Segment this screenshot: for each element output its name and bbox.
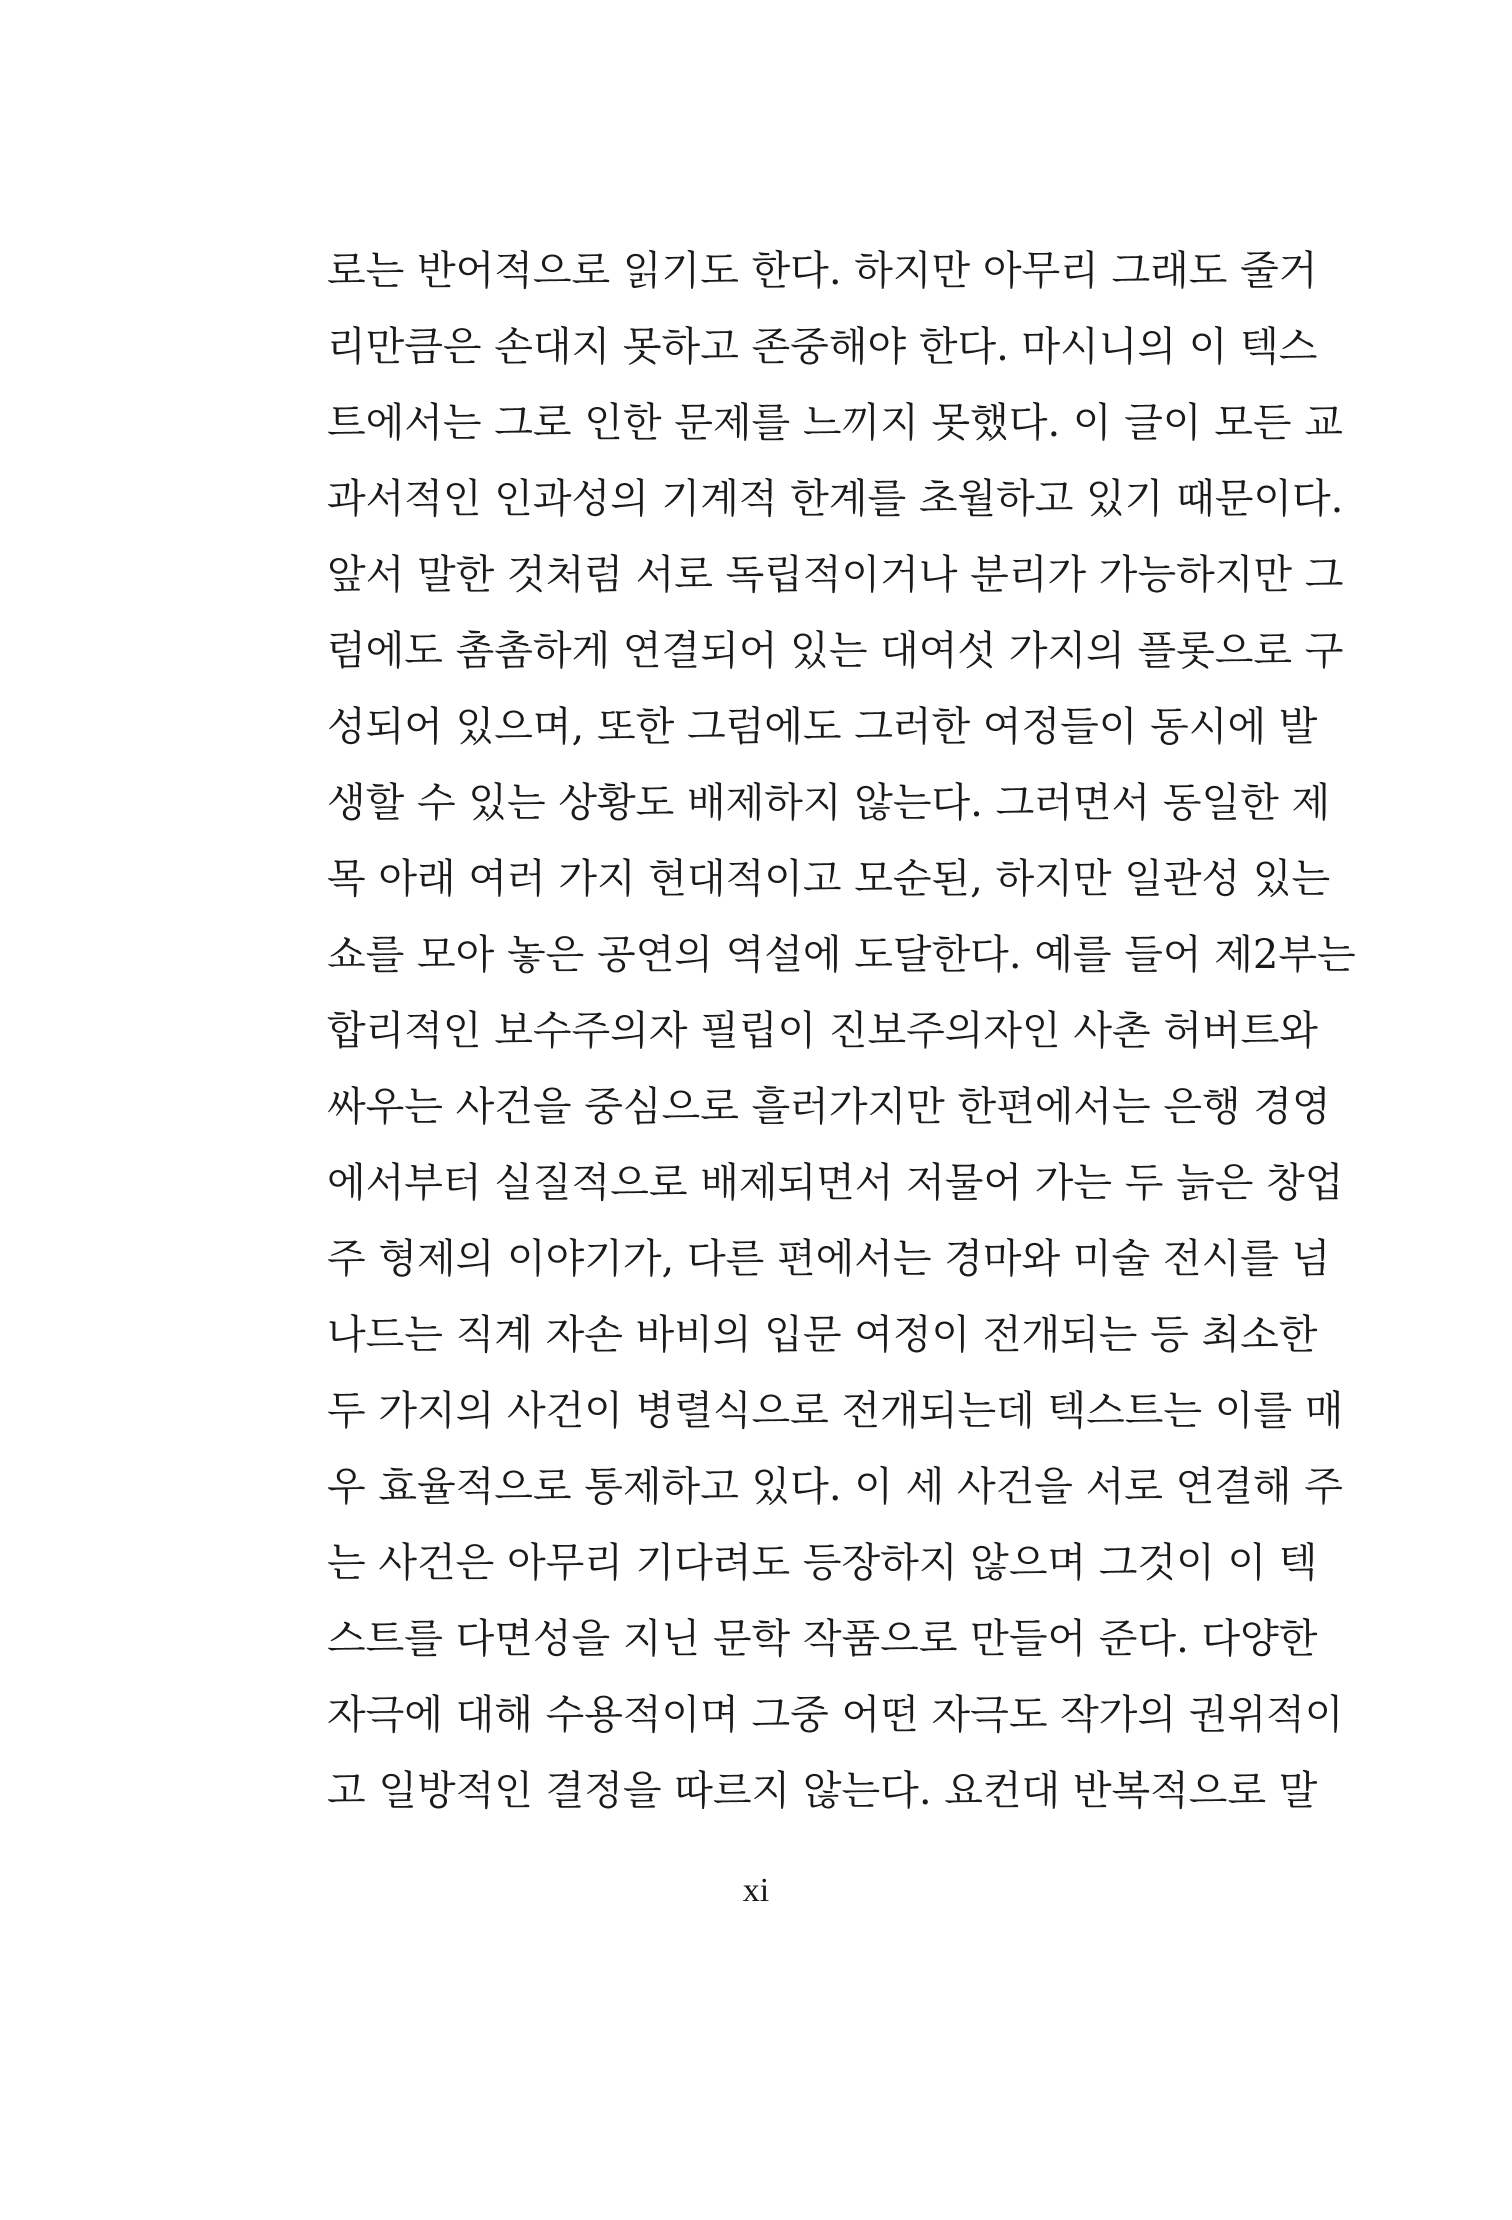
text-line: 성되어 있으며, 또한 그럼에도 그러한 여정들이 동시에 발 bbox=[327, 704, 1318, 750]
text-line: 럼에도 촘촘하게 연결되어 있는 대여섯 가지의 플롯으로 구 bbox=[327, 628, 1344, 674]
text-line: 과서적인 인과성의 기계적 한계를 초월하고 있기 때문이다. bbox=[327, 476, 1344, 522]
text-line: 생할 수 있는 상황도 배제하지 않는다. 그러면서 동일한 제 bbox=[327, 780, 1331, 826]
text-line: 트에서는 그로 인한 문제를 느끼지 못했다. 이 글이 모든 교 bbox=[327, 400, 1343, 446]
text-line: 목 아래 여러 가지 현대적이고 모순된, 하지만 일관성 있는 bbox=[327, 856, 1331, 902]
text-line: 에서부터 실질적으로 배제되면서 저물어 가는 두 늙은 창업 bbox=[327, 1160, 1344, 1206]
text-line: 는 사건은 아무리 기다려도 등장하지 않으며 그것이 이 텍 bbox=[327, 1540, 1318, 1586]
text-line: 로는 반어적으로 읽기도 한다. 하지만 아무리 그래도 줄거 bbox=[327, 248, 1318, 294]
text-line: 리만큼은 손대지 못하고 존중해야 한다. 마시니의 이 텍스 bbox=[327, 324, 1318, 370]
text-line: 우 효율적으로 통제하고 있다. 이 세 사건을 서로 연결해 주 bbox=[327, 1464, 1343, 1510]
text-line: 앞서 말한 것처럼 서로 독립적이거나 분리가 가능하지만 그 bbox=[327, 552, 1344, 598]
body-text bbox=[327, 233, 1356, 1829]
text-line: 고 일방적인 결정을 따르지 않는다. 요컨대 반복적으로 말 bbox=[327, 1768, 1318, 1814]
text-line: 두 가지의 사건이 병렬식으로 전개되는데 텍스트는 이를 매 bbox=[327, 1388, 1344, 1434]
text-line: 쇼를 모아 놓은 공연의 역설에 도달한다. 예를 들어 제2부는 bbox=[327, 932, 1356, 978]
page-number: xi bbox=[742, 1872, 770, 1909]
text-line: 합리적인 보수주의자 필립이 진보주의자인 사촌 허버트와 bbox=[327, 1008, 1318, 1054]
text-line: 스트를 다면성을 지닌 문학 작품으로 만들어 준다. 다양한 bbox=[327, 1616, 1318, 1662]
text-line: 자극에 대해 수용적이며 그중 어떤 자극도 작가의 권위적이 bbox=[327, 1692, 1344, 1738]
text-line: 싸우는 사건을 중심으로 흘러가지만 한편에서는 은행 경영 bbox=[327, 1084, 1331, 1130]
text-line: 나드는 직계 자손 바비의 입문 여정이 전개되는 등 최소한 bbox=[327, 1312, 1318, 1358]
text-line: 주 형제의 이야기가, 다른 편에서는 경마와 미술 전시를 넘 bbox=[327, 1236, 1331, 1282]
